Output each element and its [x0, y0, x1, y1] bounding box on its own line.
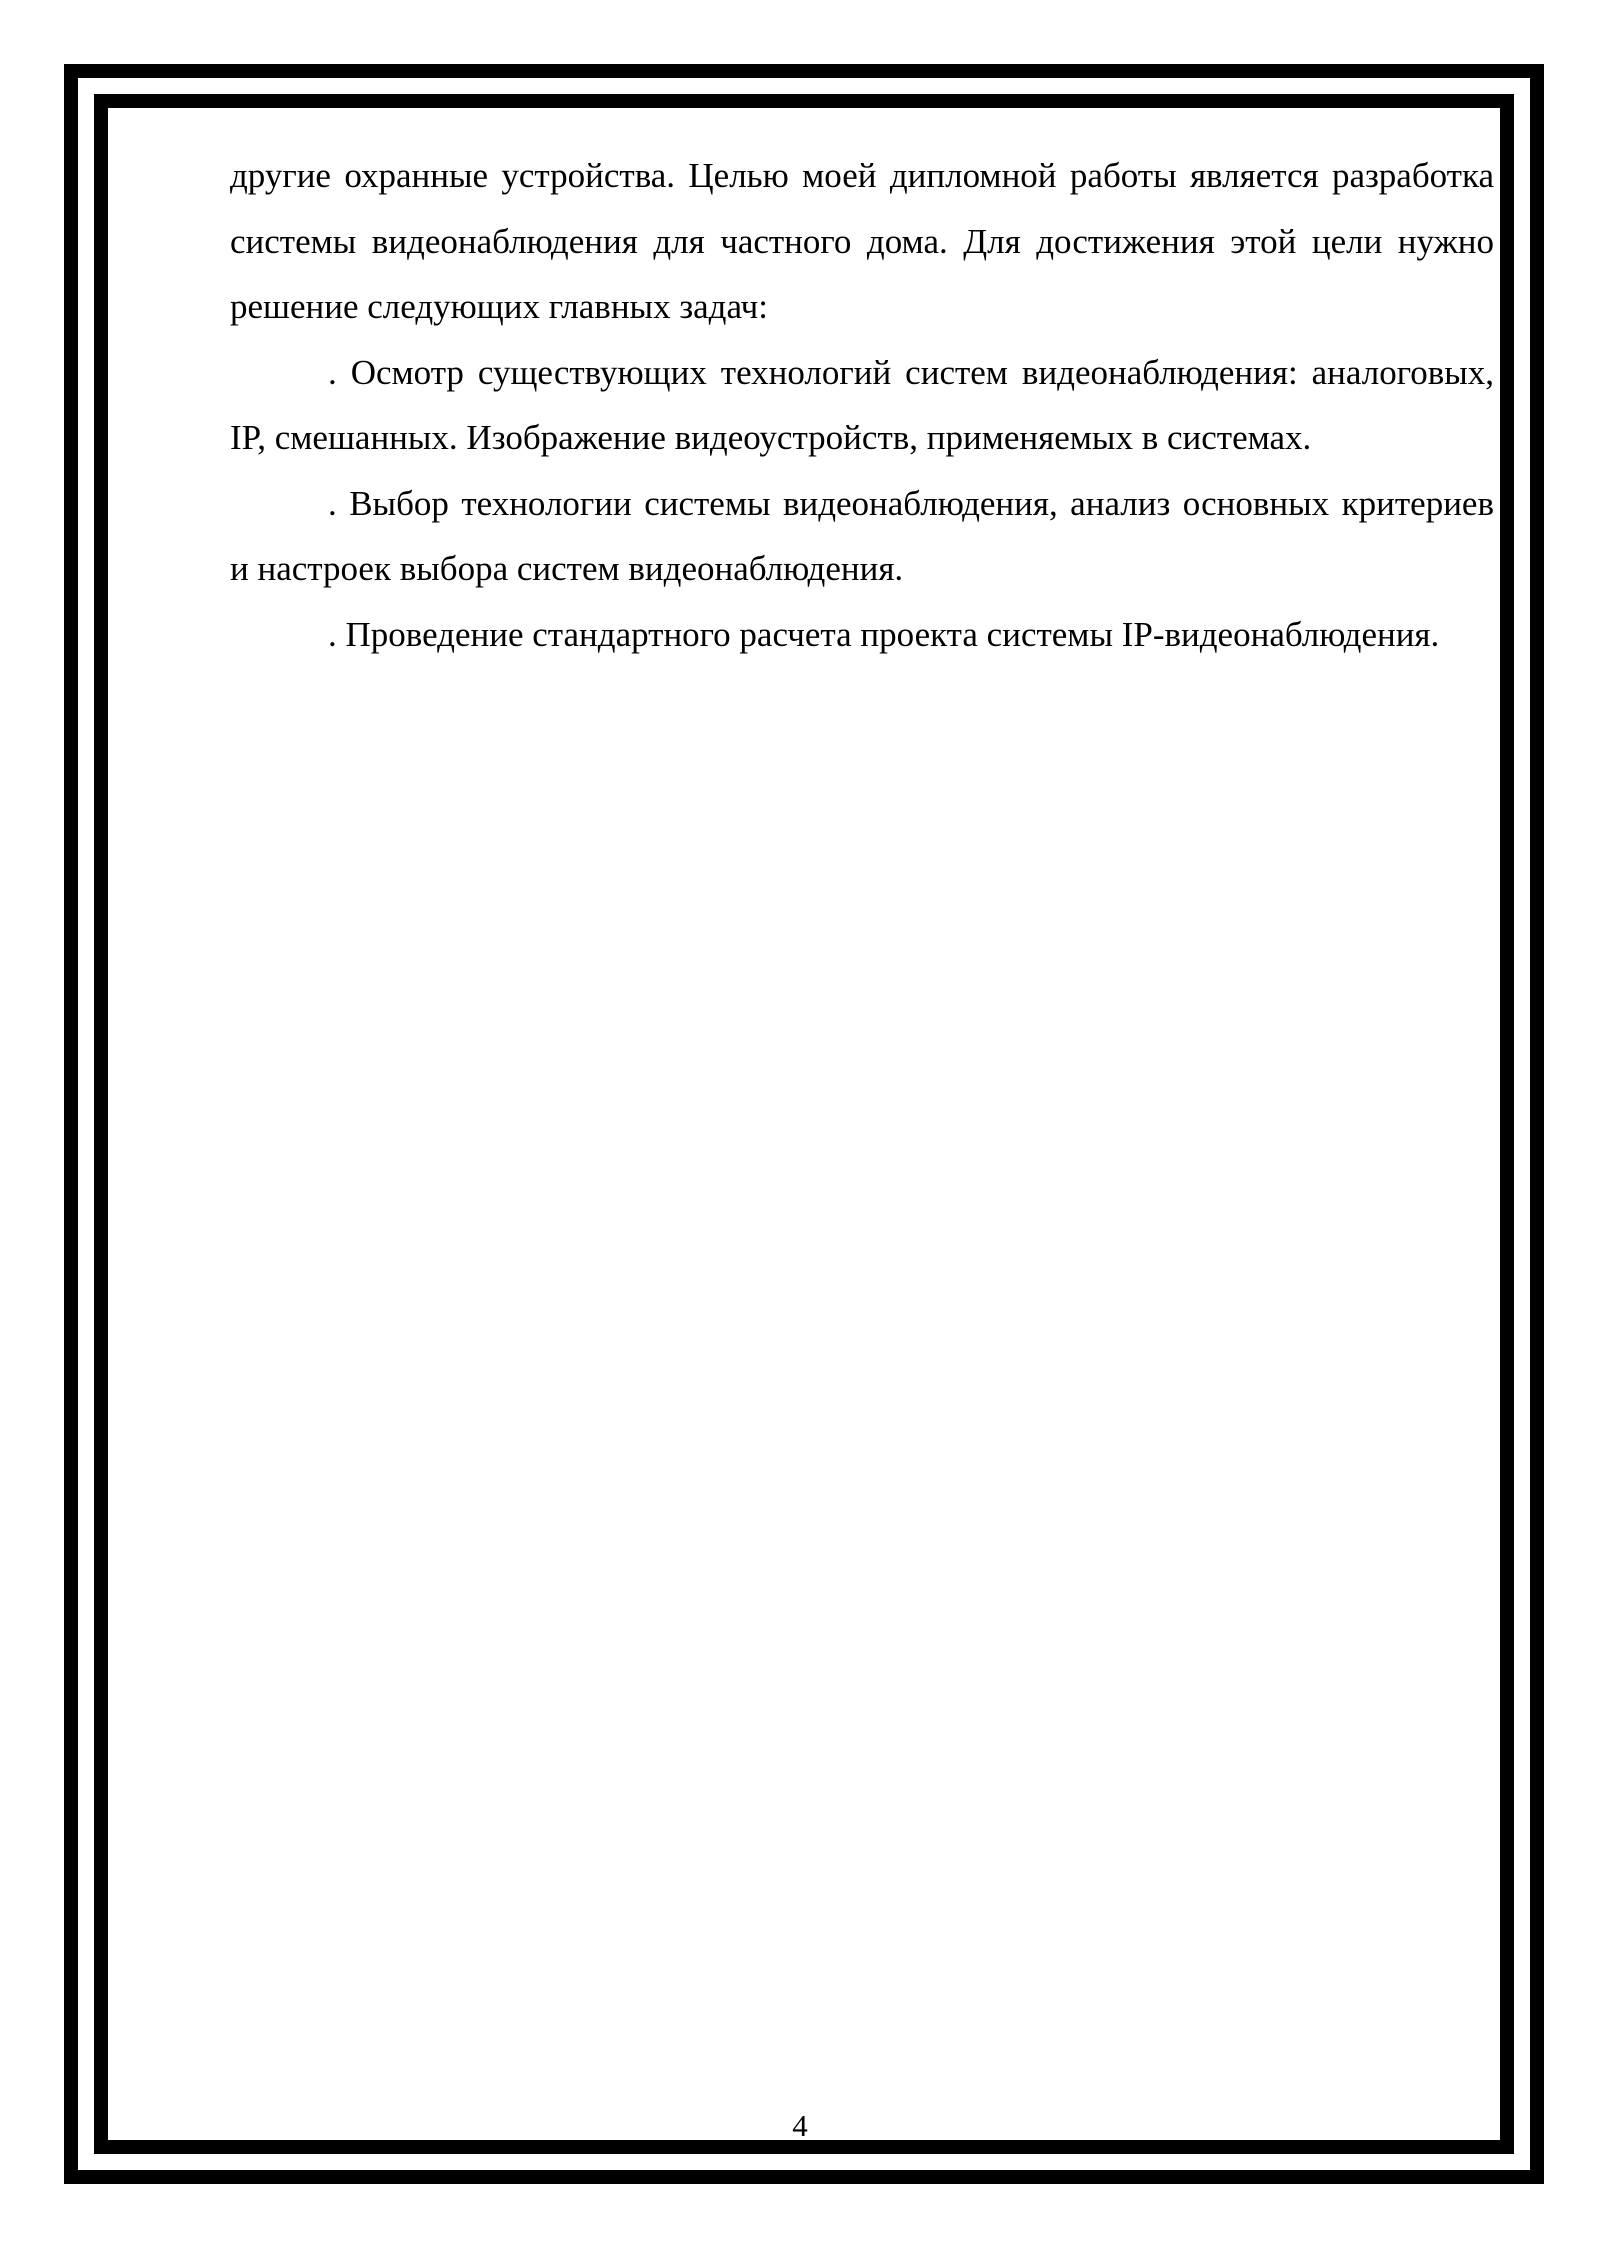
document-body [230, 143, 1494, 667]
task-item-technology-selection: . Выбор технологии системы видеонаблюдения, анализ основных критериев и настроек выбора систем видеонаблюдения. [230, 483, 1494, 588]
page-number: 4 [792, 2108, 808, 2143]
task-item-review-technologies: . Осмотр существующих технологий систем видеонаблюдения: аналоговых, IP, смешанных. Изображение видеоустройств, применяемых в системах. [230, 352, 1494, 457]
task-item-project-calculation: . Проведение стандартного расчета проекта системы IP-видеонаблюдения. [328, 614, 1440, 654]
intro-paragraph: другие охранные устройства. Целью моей дипломной работы является разработка системы видеонаблюдения для частного дома. Для достижения этой цели нужно решение следующих главных задач: [230, 156, 1494, 326]
